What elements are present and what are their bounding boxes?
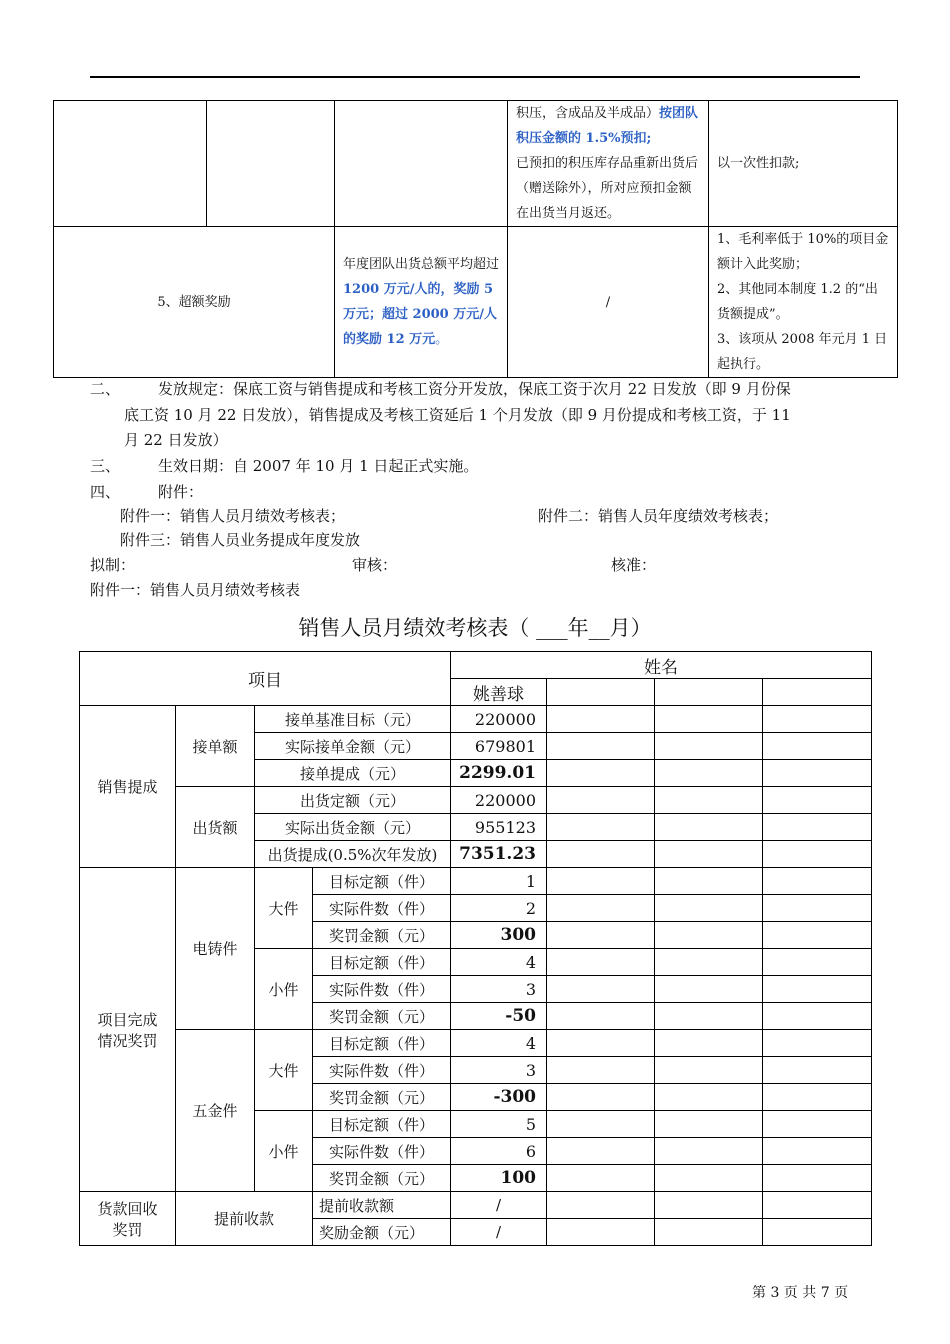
empty-cell: [547, 706, 655, 733]
drafted-by: 拟制：: [90, 556, 136, 574]
row-value: 955123: [451, 814, 547, 841]
empty-cell: [763, 895, 872, 922]
header-name: 姓名: [451, 652, 872, 679]
approved-by: 核准：: [611, 556, 657, 574]
row-value: 220000: [451, 787, 547, 814]
section-2-line3: 月 22 日发放）: [124, 431, 228, 449]
empty-cell: [763, 1138, 872, 1165]
row-value: 5: [451, 1111, 547, 1138]
empty-cell: [547, 1057, 655, 1084]
empty-cell: [547, 1165, 655, 1192]
attachment-2: 附件二：销售人员年度绩效考核表；: [538, 507, 779, 525]
empty-cell: [547, 922, 655, 949]
header-rule: [90, 76, 860, 78]
excess-reward-empty: /: [508, 227, 709, 378]
empty-cell: [547, 868, 655, 895]
reviewed-by: 审核：: [352, 556, 398, 574]
row-value: 3: [451, 1057, 547, 1084]
empty-cell: [655, 1138, 763, 1165]
table-row: [54, 101, 898, 227]
excess-reward-label: 5、超额奖励: [54, 227, 335, 378]
row-value: /: [451, 1192, 547, 1219]
table-row: [80, 787, 872, 814]
deduction-method-cell: 以一次性扣款;: [709, 101, 898, 227]
empty-cell: [655, 949, 763, 976]
row-label: 奖罚金额（元）: [313, 1165, 451, 1192]
empty-cell: [763, 1003, 872, 1030]
empty-cell: [547, 1003, 655, 1030]
empty-cell: [655, 760, 763, 787]
empty-cell: [655, 679, 763, 706]
casting-big-label: 大件: [255, 868, 313, 949]
section-4-number: 四、: [90, 483, 121, 501]
row-value: 7351.23: [451, 841, 547, 868]
empty-cell: [763, 706, 872, 733]
empty-cell: [547, 949, 655, 976]
person-name: 姚善球: [451, 679, 547, 706]
row-label: 奖罚金额（元）: [313, 1084, 451, 1111]
excess-reward-notes: 1、毛利率低于 10%的项目金额计入此奖励； 2、其他同本制度 1.2 的“出货额提成”。 3、该项从 2008 年元月 1 日起执行。: [709, 227, 898, 378]
row-label: 实际接单金额（元）: [255, 733, 451, 760]
row-label: 接单提成（元）: [255, 760, 451, 787]
monthly-performance-table: [79, 651, 872, 1246]
section-2-number: 二、: [90, 380, 121, 398]
row-value: 4: [451, 949, 547, 976]
empty-cell: [655, 841, 763, 868]
empty-cell: [547, 1111, 655, 1138]
form-title: 销售人员月绩效考核表（ ___年__月）: [298, 616, 652, 640]
empty-cell: [763, 976, 872, 1003]
empty-cell: [655, 976, 763, 1003]
empty-cell: [547, 1219, 655, 1246]
empty-cell: [655, 1057, 763, 1084]
empty-cell: [655, 1219, 763, 1246]
empty-cell: [655, 1165, 763, 1192]
row-value: 679801: [451, 733, 547, 760]
section-2-line2: 底工资 10 月 22 日发放），销售提成及考核工资延后 1 个月发放（即 9 月份提成和考核工资，于 11: [124, 406, 791, 424]
row-label: 实际件数（件）: [313, 895, 451, 922]
row-value: -50: [451, 1003, 547, 1030]
early-collection-label: 提前收款: [176, 1192, 313, 1246]
empty-cell: [763, 868, 872, 895]
section-2-line1: 发放规定：保底工资与销售提成和考核工资分开发放，保底工资于次月 22 日发放（即 9 月份保: [158, 380, 791, 398]
attachment-1: 附件一：销售人员月绩效考核表；: [120, 507, 346, 525]
table-row: [80, 868, 872, 895]
hardware-big-label: 大件: [255, 1030, 313, 1111]
table-cell: [335, 101, 508, 227]
empty-cell: [655, 922, 763, 949]
row-label: 接单基准目标（元）: [255, 706, 451, 733]
empty-cell: [655, 787, 763, 814]
table-cell: [207, 101, 335, 227]
empty-cell: [655, 1084, 763, 1111]
table-row: [80, 706, 872, 733]
table-row: [80, 1192, 872, 1219]
row-label: 提前收款额: [313, 1192, 451, 1219]
empty-cell: [547, 895, 655, 922]
empty-cell: [547, 1138, 655, 1165]
excess-reward-rule: 年度团队出货总额平均超过 1200 万元/人的，奖励 5 万元；超过 2000 万元/人的奖励 12 万元。: [335, 227, 508, 378]
row-label: 目标定额（件）: [313, 868, 451, 895]
empty-cell: [763, 814, 872, 841]
row-value: -300: [451, 1084, 547, 1111]
attachment-3: 附件三：销售人员业务提成年度发放: [120, 531, 361, 549]
row-label: 实际件数（件）: [313, 976, 451, 1003]
empty-cell: [763, 733, 872, 760]
empty-cell: [547, 787, 655, 814]
row-label: 实际件数（件）: [313, 1057, 451, 1084]
row-value: 3: [451, 976, 547, 1003]
empty-cell: [763, 922, 872, 949]
empty-cell: [763, 1057, 872, 1084]
empty-cell: [763, 1030, 872, 1057]
row-value: 2299.01: [451, 760, 547, 787]
empty-cell: [547, 733, 655, 760]
table-row: [80, 1030, 872, 1057]
row-label: 奖励金额（元）: [313, 1219, 451, 1246]
section-3-number: 三、: [90, 457, 121, 475]
empty-cell: [763, 1111, 872, 1138]
row-value: 4: [451, 1030, 547, 1057]
empty-cell: [547, 1192, 655, 1219]
empty-cell: [655, 814, 763, 841]
row-value: 6: [451, 1138, 547, 1165]
table-cell: [54, 101, 207, 227]
empty-cell: [763, 1219, 872, 1246]
empty-cell: [655, 733, 763, 760]
empty-cell: [763, 760, 872, 787]
empty-cell: [763, 1192, 872, 1219]
casting-small-label: 小件: [255, 949, 313, 1030]
row-label: 实际出货金额（元）: [255, 814, 451, 841]
empty-cell: [763, 787, 872, 814]
empty-cell: [547, 976, 655, 1003]
empty-cell: [547, 1030, 655, 1057]
empty-cell: [547, 760, 655, 787]
hardware-label: 五金件: [176, 1030, 255, 1192]
row-value: 220000: [451, 706, 547, 733]
group-sales-commission: 销售提成: [80, 706, 176, 868]
empty-cell: [763, 1084, 872, 1111]
row-label: 奖罚金额（元）: [313, 1003, 451, 1030]
row-label: 实际件数（件）: [313, 1138, 451, 1165]
hardware-small-label: 小件: [255, 1111, 313, 1192]
row-label: 出货定额（元）: [255, 787, 451, 814]
table-row: [80, 652, 872, 679]
empty-cell: [763, 949, 872, 976]
row-label: 奖罚金额（元）: [313, 922, 451, 949]
empty-cell: [763, 679, 872, 706]
empty-cell: [547, 814, 655, 841]
empty-cell: [655, 868, 763, 895]
row-value: 1: [451, 868, 547, 895]
empty-cell: [655, 1030, 763, 1057]
row-value: 300: [451, 922, 547, 949]
casting-label: 电铸件: [176, 868, 255, 1030]
empty-cell: [547, 841, 655, 868]
empty-cell: [547, 1084, 655, 1111]
empty-cell: [763, 841, 872, 868]
empty-cell: [655, 895, 763, 922]
policy-table-continued: [53, 100, 898, 378]
row-label: 出货提成(0.5%次年发放): [255, 841, 451, 868]
row-value: 100: [451, 1165, 547, 1192]
attachment-1-heading: 附件一：销售人员月绩效考核表: [90, 581, 301, 599]
row-label: 目标定额（件）: [313, 1111, 451, 1138]
table-row: [54, 227, 898, 378]
group-project-completion: 项目完成 情况奖罚: [80, 868, 176, 1192]
header-item: 项目: [80, 652, 451, 706]
shipment-amount-label: 出货额: [176, 787, 255, 868]
row-value: 2: [451, 895, 547, 922]
inventory-deduction-cell: 积压，含成品及半成品）按团队积压金额的 1.5%预扣; 已预扣的积压库存品重新出货后（赠送除外），所对应预扣金额在出货当月返还。: [508, 101, 709, 227]
row-value: /: [451, 1219, 547, 1246]
row-label: 目标定额（件）: [313, 949, 451, 976]
empty-cell: [655, 1003, 763, 1030]
empty-cell: [655, 1192, 763, 1219]
empty-cell: [547, 679, 655, 706]
section-3-text: 生效日期：自 2007 年 10 月 1 日起正式实施。: [158, 457, 479, 475]
page-number: 第 3 页 共 7 页: [752, 1285, 849, 1301]
row-label: 目标定额（件）: [313, 1030, 451, 1057]
order-amount-label: 接单额: [176, 706, 255, 787]
empty-cell: [655, 706, 763, 733]
section-4-text: 附件：: [158, 483, 204, 501]
group-payment-collection: 货款回收 奖罚: [80, 1192, 176, 1246]
empty-cell: [763, 1165, 872, 1192]
empty-cell: [655, 1111, 763, 1138]
